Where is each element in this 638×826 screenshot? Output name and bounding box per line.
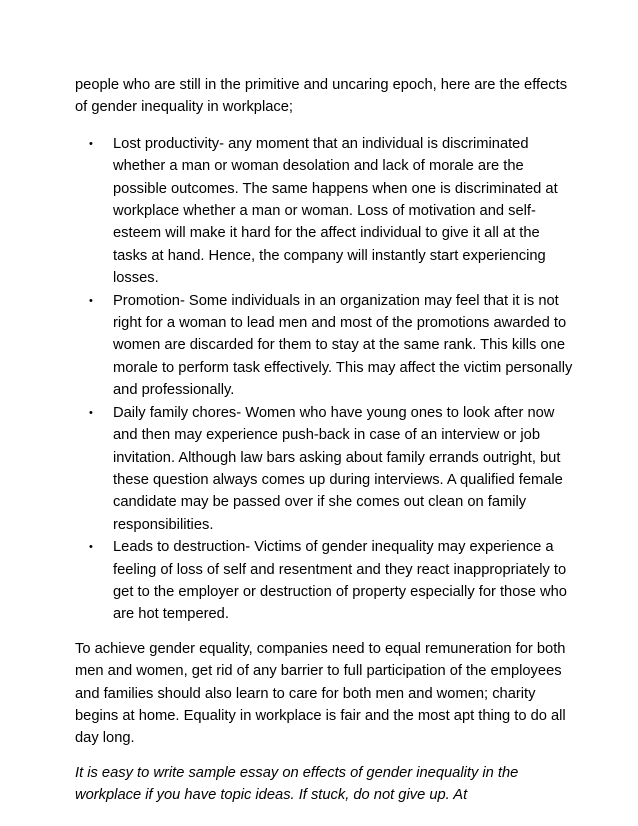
effects-list <box>75 133 575 626</box>
list-item-text: Lost productivity- any moment that an individual is discriminated whether a man or woman desolation and lack of morale are the possible outcomes. The same happens when one is discriminated at workplace whether a man or woman. Loss of motivation and self-esteem will make it hard for the affect individual to give it all at the tasks at hand. Hence, the company will instantly start experiencing losses. <box>113 135 558 287</box>
list-item-text: Promotion- Some individuals in an organization may feel that it is not right for a woman to lead men and most of the promotions awarded to women are discarded for them to stay at the same rank. This kills one morale to perform task effectively. This may affect the victim personally and professionally. <box>113 292 573 399</box>
list-item <box>75 133 575 290</box>
list-item <box>75 290 575 402</box>
bullet-icon: • <box>89 406 93 419</box>
conclusion-paragraph: To achieve gender equality, companies need to equal remuneration for both men and women, get rid of any barrier to full participation of the employees and families should also learn to care for both men and women; charity begins at home. Equality in workplace is fair and the most apt thing to do all day long. <box>75 640 566 747</box>
list-item <box>75 536 575 626</box>
bullet-icon: • <box>89 294 93 307</box>
list-item <box>75 402 575 536</box>
document-page <box>75 74 575 807</box>
bullet-icon: • <box>89 541 93 554</box>
list-item-text: Leads to destruction- Victims of gender inequality may experience a feeling of loss of self and resentment and they react inappropriately to get to the employer or destruction of property especially for those who are hot tempered. <box>113 539 567 623</box>
bullet-icon: • <box>89 137 93 150</box>
intro-paragraph: people who are still in the primitive and uncaring epoch, here are the effects of gender inequality in workplace; <box>75 77 568 116</box>
list-item-text: Daily family chores- Women who have young ones to look after now and then may experience push-back in case of an interview or job invitation. Although law bars asking about family errands outright, but these question always comes up during interviews. A qualified female candidate may be passed over if she comes out clean on family responsibilities. <box>113 404 563 533</box>
closing-paragraph: It is easy to write sample essay on effects of gender inequality in the workplace if you have topic ideas. If stuck, do not give up. At <box>75 764 519 804</box>
